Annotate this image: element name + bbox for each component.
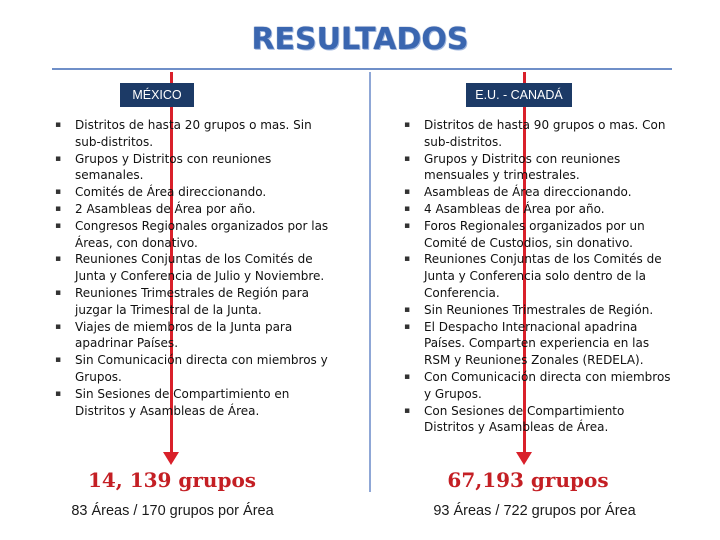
bullet-icon: ▪ [55, 321, 62, 332]
header-mexico: MÉXICO [120, 83, 194, 107]
list-item [404, 251, 674, 301]
list-item [404, 218, 674, 252]
bullet-icon: ▪ [404, 304, 411, 315]
list-item-text: Con Comunicación directa con miembros y Grupos. [424, 369, 671, 401]
list-item [404, 403, 674, 437]
bullet-icon: ▪ [55, 287, 62, 298]
list-item [55, 201, 335, 218]
bullet-icon: ▪ [404, 254, 411, 265]
list-item-text: Reuniones Trimestrales de Región para juzgar la Trimestral de la Junta. [75, 285, 310, 317]
list-item [404, 201, 674, 218]
list-item [55, 352, 335, 386]
list-item-text: Reuniones Conjuntas de los Comités de Junta y Conferencia solo dentro de la Conferencia. [424, 252, 662, 300]
bullet-icon: ▪ [404, 220, 411, 231]
center-divider [369, 72, 371, 492]
list-item-text: Sin Sesiones de Compartimiento en Distritos y Asambleas de Área. [75, 386, 290, 418]
list-item-text: Con Sesiones de Compartimiento Distritos y Asambleas de Área. [424, 403, 625, 435]
list-item [404, 184, 674, 201]
list-item-text: Distritos de hasta 90 grupos o mas. Con sub-distritos. [424, 118, 666, 149]
bullet-icon: ▪ [55, 120, 62, 130]
bullet-icon: ▪ [404, 153, 411, 164]
arrow-right-head [516, 452, 532, 465]
total-us-canada: 67,193 grupos [447, 468, 609, 492]
arrow-left-head [163, 452, 179, 465]
bullet-icon: ▪ [55, 355, 62, 366]
header-us-canada: E.U. - CANADÁ [466, 83, 572, 107]
bullet-icon: ▪ [404, 120, 411, 130]
bullet-icon: ▪ [55, 153, 62, 164]
list-item [55, 218, 335, 252]
list-item-text: 4 Asambleas de Área por año. [424, 201, 605, 216]
list-item [404, 151, 674, 185]
list-item-text: Grupos y Distritos con reuniones mensuales y trimestrales. [424, 151, 621, 183]
bullet-icon: ▪ [55, 187, 62, 198]
title-underline [52, 68, 672, 70]
list-item [55, 386, 335, 420]
bullet-icon: ▪ [55, 203, 62, 214]
bullet-icon: ▪ [404, 321, 411, 332]
list-item-text: Distritos de hasta 20 grupos o mas. Sin sub-distritos. [75, 118, 312, 149]
list-item [55, 285, 335, 319]
bullet-icon: ▪ [404, 187, 411, 198]
bullet-icon: ▪ [404, 203, 411, 214]
list-item-text: Sin Reuniones Trimestrales de Región. [424, 302, 654, 317]
list-us-canada [404, 117, 674, 436]
list-item-text: Comités de Área direccionando. [75, 185, 267, 200]
list-item-text: Asambleas de Área direccionando. [424, 185, 632, 200]
bullet-icon: ▪ [404, 405, 411, 416]
list-item [55, 319, 335, 353]
list-item-text: 2 Asambleas de Área por año. [75, 201, 256, 216]
list-item-text: Sin Comunicación directa con miembros y Grupos. [75, 353, 328, 384]
list-item [404, 302, 674, 319]
list-item-text: Congresos Regionales organizados por las Áreas, con donativo. [75, 218, 329, 250]
list-item [404, 319, 674, 369]
list-item-text: Foros Regionales organizados por un Comité de Custodios, sin donativo. [424, 218, 645, 250]
list-mexico [55, 117, 335, 419]
list-item-text: El Despacho Internacional apadrina Países. Comparten experiencia en las RSM y Reuniones Zonales (REDELA). [424, 319, 650, 368]
list-item [55, 117, 335, 151]
list-item [55, 251, 335, 285]
areas-us-canada: 93 Áreas / 722 grupos por Área [433, 503, 636, 519]
page-title: RESULTADOS [251, 22, 469, 57]
bullet-icon: ▪ [55, 388, 62, 399]
list-item-text: Viajes de miembros de la Junta para apadrinar Países. [75, 319, 293, 351]
areas-mexico: 83 Áreas / 170 grupos por Área [71, 503, 274, 519]
list-item-text: Reuniones Conjuntas de los Comités de Junta y Conferencia de Julio y Noviembre. [75, 252, 325, 284]
list-item [404, 117, 674, 151]
total-mexico: 14, 139 grupos [87, 468, 257, 492]
list-item-text: Grupos y Distritos con reuniones semanales. [75, 151, 272, 183]
bullet-icon: ▪ [404, 371, 411, 382]
list-item [55, 184, 335, 201]
list-item [55, 151, 335, 185]
list-item [404, 369, 674, 403]
bullet-icon: ▪ [55, 254, 62, 265]
bullet-icon: ▪ [55, 220, 62, 231]
